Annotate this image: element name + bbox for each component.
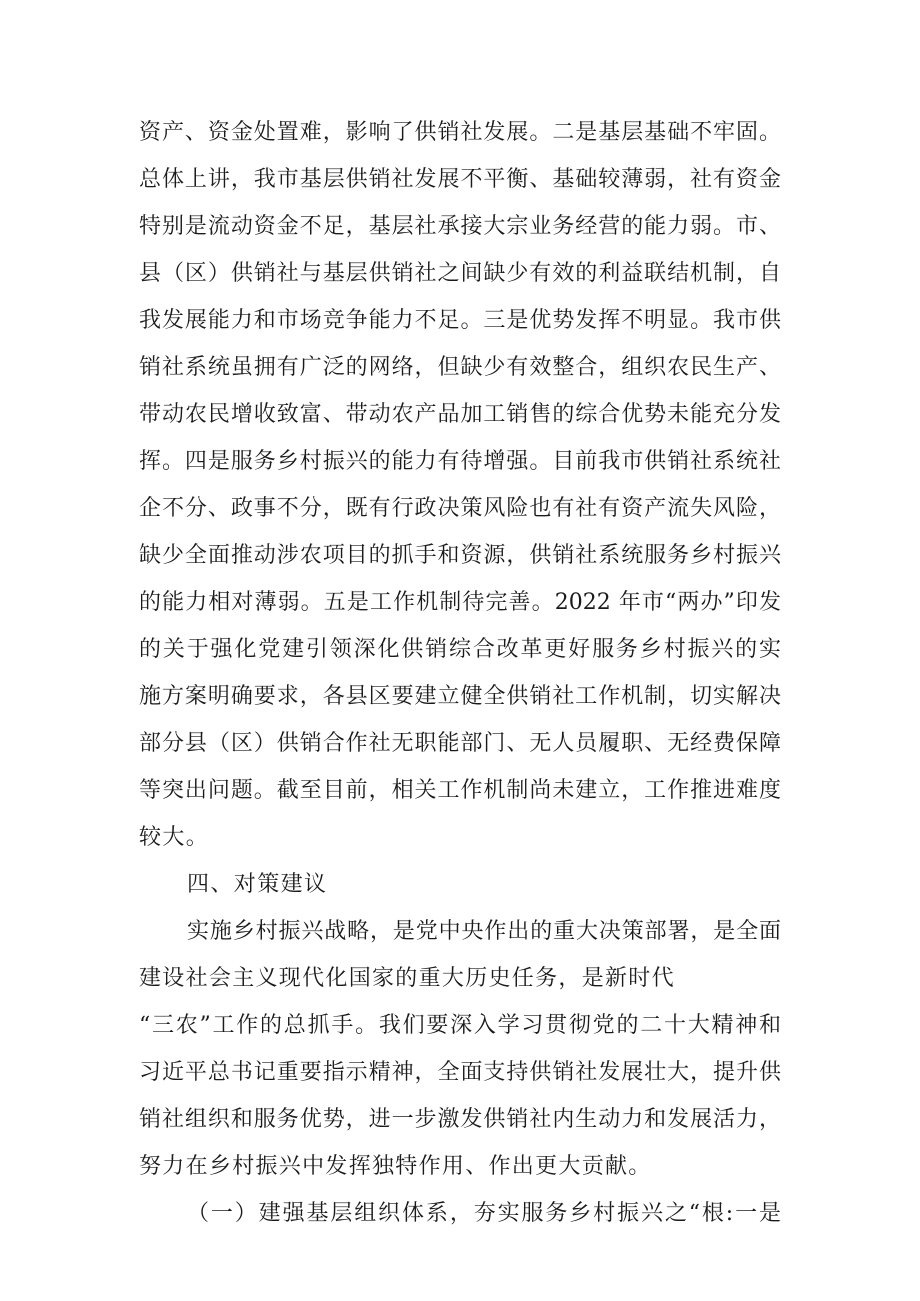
paragraph-line: 建设社会主义现代化国家的重大历史任务，是新时代	[139, 966, 675, 991]
paragraph-line: 资产、资金处置难，影响了供销社发展。二是基层基础不牢固。	[139, 120, 781, 145]
paragraph-line: 总体上讲，我市基层供销社发展不平衡、基础较薄弱，社有资金	[139, 167, 781, 192]
paragraph-line: 等突出问题。截至目前，相关工作机制尚未建立，工作推进难度	[139, 778, 781, 803]
paragraph-line: 的关于强化党建引领深化供销综合改革更好服务乡村振兴的实	[139, 637, 781, 662]
paragraph-line: 县（区）供销社与基层供销社之间缺少有效的利益联结机制，自	[139, 261, 781, 286]
paragraph-line: 施方案明确要求，各县区要建立健全供销社工作机制，切实解决	[139, 684, 781, 709]
paragraph-line: 特别是流动资金不足，基层社承接大宗业务经营的能力弱。市、	[139, 214, 781, 239]
subsection-heading: （一）建强基层组织体系，夯实服务乡村振兴之“根:一是	[187, 1201, 781, 1226]
paragraph-line: 实施乡村振兴战略，是党中央作出的重大决策部署，是全面	[187, 919, 781, 944]
paragraph-line: 企不分、政事不分，既有行政决策风险也有社有资产流失风险，	[139, 496, 781, 521]
paragraph-line: 努力在乡村振兴中发挥独特作用、作出更大贡献。	[139, 1154, 652, 1179]
paragraph-line: 的能力相对薄弱。五是工作机制待完善。2022 年市“两办”印发	[139, 590, 781, 615]
paragraph-line: 销社组织和服务优势，进一步激发供销社内生动力和发展活力，	[139, 1107, 781, 1132]
paragraph-line: 习近平总书记重要指示精神，全面支持供销社发展壮大，提升供	[139, 1060, 781, 1085]
paragraph-line: 销社系统虽拥有广泛的网络，但缺少有效整合，组织农民生产、	[139, 355, 781, 380]
paragraph-line: “三农”工作的总抓手。我们要深入学习贯彻党的二十大精神和	[139, 1013, 781, 1038]
section-heading: 四、对策建议	[187, 872, 328, 897]
paragraph-line: 我发展能力和市场竞争能力不足。三是优势发挥不明显。我市供	[139, 308, 781, 333]
paragraph-line: 较大。	[139, 825, 210, 850]
paragraph-line: 挥。四是服务乡村振兴的能力有待增强。目前我市供销社系统社	[139, 449, 781, 474]
paragraph-line: 缺少全面推动涉农项目的抓手和资源，供销社系统服务乡村振兴	[139, 543, 781, 568]
paragraph-line: 部分县（区）供销合作社无职能部门、无人员履职、无经费保障	[139, 731, 781, 756]
paragraph-line: 带动农民增收致富、带动农产品加工销售的综合优势未能充分发	[139, 402, 781, 427]
